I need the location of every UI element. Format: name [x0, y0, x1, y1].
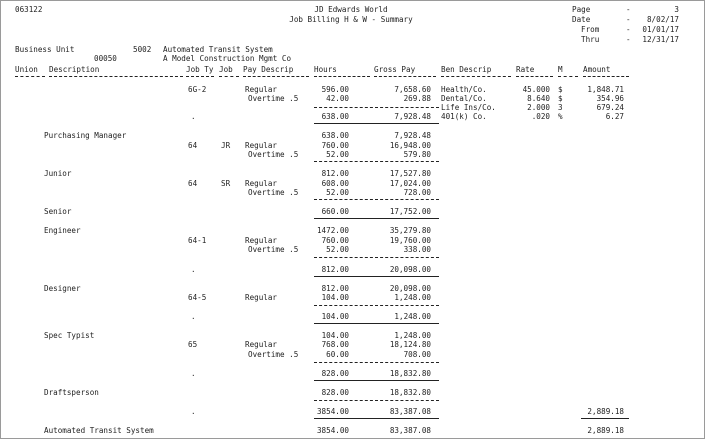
- subtotal-line: [314, 305, 439, 306]
- col-rate: Rate: [516, 65, 535, 74]
- row-hours: 828.00: [321, 388, 349, 397]
- date-value: 8/02/17: [646, 15, 679, 24]
- row-rate: 8.640: [527, 94, 550, 103]
- underline-job-ty: [186, 76, 214, 77]
- amount-total-line: [581, 418, 629, 419]
- row-m: $: [558, 94, 563, 103]
- report-title: Job Billing H & W - Summary: [289, 15, 413, 24]
- row-hours: 760.00: [321, 236, 349, 245]
- col-pay-descrip: Pay Descrip: [243, 65, 294, 74]
- total-line: [314, 123, 439, 124]
- subtotal-line: [314, 400, 439, 401]
- row-rate: .020: [531, 112, 550, 121]
- row-hours: 638.00: [321, 131, 349, 140]
- subtotal-line: [314, 199, 439, 200]
- subtotal-line: [314, 107, 439, 108]
- total-line: [314, 218, 439, 219]
- row-gross-pay: 19,760.00: [389, 236, 431, 245]
- col-description: Description: [49, 65, 100, 74]
- business-unit-name: Automated Transit System: [163, 45, 273, 54]
- row-gross-pay: 1,248.00: [394, 312, 431, 321]
- row-hours: 768.00: [321, 340, 349, 349]
- thru-dash: -: [626, 35, 631, 44]
- row-gross-pay: 1,248.00: [394, 293, 431, 302]
- row-hours: 104.00: [321, 293, 349, 302]
- row-hours: 608.00: [321, 179, 349, 188]
- row-job-ty: 65: [188, 340, 198, 349]
- row-m: %: [558, 112, 563, 121]
- col-m: M: [558, 65, 563, 74]
- row-gross-pay: 7,928.48: [394, 131, 431, 140]
- business-unit-label: Business Unit: [15, 45, 75, 54]
- row-job-ty: 64: [188, 141, 198, 150]
- row-gross-pay: 1,248.00: [394, 331, 431, 340]
- row-job-ty: 64-5: [188, 293, 207, 302]
- col-gross-pay: Gross Pay: [374, 65, 416, 74]
- row-gross-pay: 20,098.00: [389, 284, 431, 293]
- row-pay-descrip: Regular: [245, 293, 278, 302]
- row-marker: .: [191, 112, 196, 121]
- row-hours: 104.00: [321, 331, 349, 340]
- row-hours: 828.00: [321, 369, 349, 378]
- row-pay-descrip: Regular: [245, 236, 278, 245]
- row-hours: 3854.00: [316, 426, 349, 435]
- total-line: [314, 380, 439, 381]
- underline-ben-descrip: [441, 76, 511, 77]
- col-hours: Hours: [314, 65, 337, 74]
- total-line: [314, 276, 439, 277]
- grand-total-description: Automated Transit System: [44, 426, 154, 435]
- row-job-ty: 64: [188, 179, 198, 188]
- row-gross-pay: 579.80: [403, 150, 431, 159]
- row-gross-pay: 708.00: [403, 350, 431, 359]
- row-hours: 812.00: [321, 284, 349, 293]
- row-rate: 45.000: [522, 85, 550, 94]
- row-amount: 679.24: [596, 103, 624, 112]
- row-hours: 52.00: [326, 188, 349, 197]
- row-hours: 1472.00: [316, 226, 349, 235]
- row-gross-pay: 7,658.60: [394, 85, 431, 94]
- date-dash: -: [626, 15, 631, 24]
- row-pay-descrip: Regular: [245, 340, 278, 349]
- group-description: Designer: [44, 284, 81, 293]
- company-name: JD Edwards World: [314, 5, 388, 14]
- row-ben-descrip: Life Ins/Co.: [441, 103, 496, 112]
- from-label: From: [581, 25, 600, 34]
- row-hours: 638.00: [321, 112, 349, 121]
- report-id: 063122: [15, 5, 43, 14]
- row-marker: .: [191, 407, 196, 416]
- sub-unit-name: A Model Construction Mgmt Co: [163, 54, 292, 63]
- row-gross-pay: 16,948.00: [389, 141, 431, 150]
- row-hours: 60.00: [326, 350, 349, 359]
- row-pay-descrip: Overtime .5: [248, 188, 299, 197]
- row-pay-descrip: Regular: [245, 85, 278, 94]
- row-amount: 2,889.18: [587, 426, 624, 435]
- row-hours: 52.00: [326, 150, 349, 159]
- row-amount: 6.27: [605, 112, 624, 121]
- subtotal-line: [314, 161, 439, 162]
- row-gross-pay: 35,279.80: [389, 226, 431, 235]
- subtotal-line: [314, 362, 439, 363]
- row-amount: 354.96: [596, 94, 624, 103]
- from-dash: -: [626, 25, 631, 34]
- page-number: 3: [674, 5, 679, 14]
- col-job-ty: Job Ty: [186, 65, 214, 74]
- row-pay-descrip: Overtime .5: [248, 350, 299, 359]
- group-description: Junior: [44, 169, 72, 178]
- row-gross-pay: 83,387.08: [389, 426, 431, 435]
- page-dash: -: [626, 5, 631, 14]
- group-description: Senior: [44, 207, 72, 216]
- row-gross-pay: 18,124.80: [389, 340, 431, 349]
- row-hours: 660.00: [321, 207, 349, 216]
- row-gross-pay: 17,752.00: [389, 207, 431, 216]
- underline-pay-descrip: [243, 76, 309, 77]
- row-gross-pay: 18,832.80: [389, 388, 431, 397]
- underline-hours: [314, 76, 370, 77]
- row-hours: 3854.00: [316, 407, 349, 416]
- col-job: Job: [219, 65, 233, 74]
- row-hours: 52.00: [326, 245, 349, 254]
- row-m: $: [558, 85, 563, 94]
- col-amount: Amount: [583, 65, 611, 74]
- row-gross-pay: 7,928.48: [394, 112, 431, 121]
- row-hours: 812.00: [321, 169, 349, 178]
- group-description: Spec Typist: [44, 331, 95, 340]
- subtotal-line: [314, 257, 439, 258]
- row-gross-pay: 83,387.08: [389, 407, 431, 416]
- row-hours: 596.00: [321, 85, 349, 94]
- row-hours: 760.00: [321, 141, 349, 150]
- row-pay-descrip: Regular: [245, 179, 278, 188]
- row-amount: 2,889.18: [587, 407, 624, 416]
- row-pay-descrip: Overtime .5: [248, 245, 299, 254]
- page-label: Page: [572, 5, 591, 14]
- from-date: 01/01/17: [642, 25, 679, 34]
- row-hours: 812.00: [321, 265, 349, 274]
- row-pay-descrip: Overtime .5: [248, 150, 299, 159]
- thru-label: Thru: [581, 35, 600, 44]
- row-gross-pay: 17,024.00: [389, 179, 431, 188]
- sub-unit-number: 00050: [94, 54, 117, 63]
- group-description: Engineer: [44, 226, 81, 235]
- underline-gross-pay: [374, 76, 436, 77]
- row-gross-pay: 728.00: [403, 188, 431, 197]
- row-marker: .: [191, 369, 196, 378]
- date-label: Date: [572, 15, 591, 24]
- total-line: [314, 323, 439, 324]
- row-job: SR: [221, 179, 231, 188]
- row-amount: 1,848.71: [587, 85, 624, 94]
- group-description: Draftsperson: [44, 388, 99, 397]
- row-m: 3: [558, 103, 563, 112]
- total-line: [314, 418, 439, 419]
- row-gross-pay: 18,832.80: [389, 369, 431, 378]
- row-job-ty: 64-1: [188, 236, 207, 245]
- business-unit-number: 5002: [133, 45, 152, 54]
- row-marker: .: [191, 312, 196, 321]
- row-rate: 2.000: [527, 103, 550, 112]
- row-gross-pay: 269.88: [403, 94, 431, 103]
- row-gross-pay: 20,098.00: [389, 265, 431, 274]
- underline-description: [49, 76, 183, 77]
- row-hours: 104.00: [321, 312, 349, 321]
- row-ben-descrip: Health/Co.: [441, 85, 487, 94]
- row-marker: .: [191, 265, 196, 274]
- thru-date: 12/31/17: [642, 35, 679, 44]
- underline-job: [219, 76, 239, 77]
- underline-amount: [583, 76, 629, 77]
- row-pay-descrip: Overtime .5: [248, 94, 299, 103]
- row-ben-descrip: 401(k) Co.: [441, 112, 487, 121]
- row-gross-pay: 17,527.80: [389, 169, 431, 178]
- underline-union: [15, 76, 45, 77]
- row-pay-descrip: Regular: [245, 141, 278, 150]
- col-ben-descrip: Ben Descrip: [441, 65, 492, 74]
- row-gross-pay: 338.00: [403, 245, 431, 254]
- underline-rate: [516, 76, 553, 77]
- row-job-ty: 6G-2: [188, 85, 207, 94]
- group-description: Purchasing Manager: [44, 131, 127, 140]
- row-hours: 42.00: [326, 94, 349, 103]
- row-ben-descrip: Dental/Co.: [441, 94, 487, 103]
- col-union: Union: [15, 65, 38, 74]
- underline-m: [558, 76, 578, 77]
- row-job: JR: [221, 141, 231, 150]
